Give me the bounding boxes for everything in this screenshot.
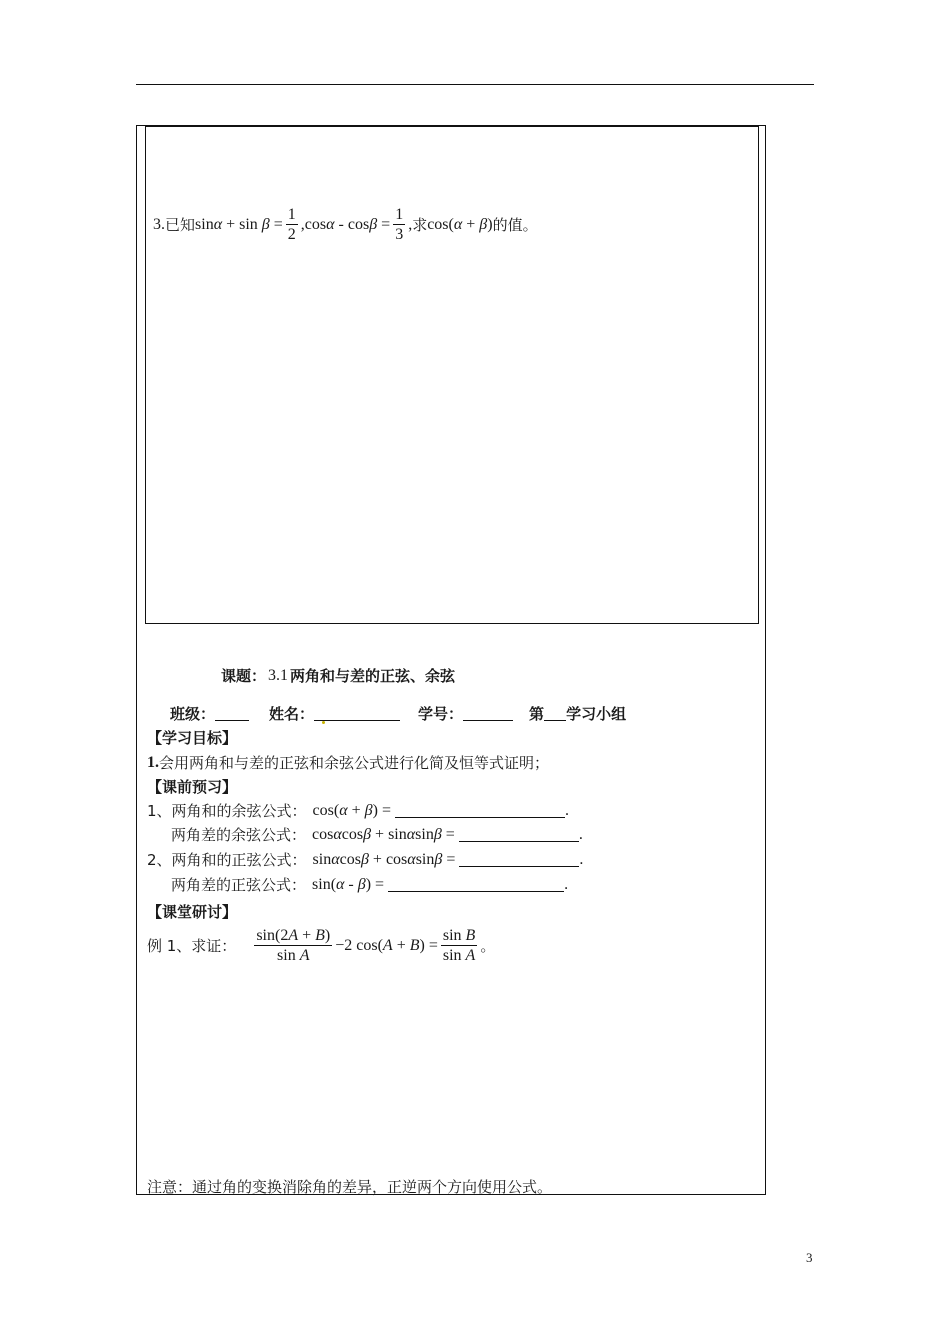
formula-cos-target: cos(α + β) (427, 215, 493, 233)
preview-item-1: 1、两角和的余弦公式： cos(α + β) = . (147, 801, 569, 820)
answer-blank-1[interactable] (395, 803, 565, 818)
example-1: 例 1、求证： $\frac{\sin(2A + B)}{\text{sin A}}$ −2 cos(A + B) = $\frac{\text{sin B}}{\text{sin A}}$ 。 (147, 927, 496, 964)
problem-lead: 已知 (165, 216, 196, 234)
problem-ask: 求 (412, 216, 428, 234)
note: 注意：通过角的变换消除角的差异，正逆两个方向使用公式。 (147, 1178, 553, 1196)
example-label: 例 1、求证： (147, 937, 237, 955)
goals-heading: 【学习目标】 (147, 729, 238, 747)
fraction-rhs: $\frac{\text{sin B}}{\text{sin A}}$ (442, 927, 476, 964)
answer-blank-4[interactable] (388, 877, 564, 892)
goal-1: 1. 会用两角和与差的正弦和余弦公式进行化简及恒等式证明； (147, 753, 550, 772)
problem-tail: 的值。 (492, 216, 538, 234)
fraction-third: $\frac{1}{3}$ (395, 206, 404, 243)
preview-item-2b: 两角差的正弦公式： sin(α - β) = . (171, 875, 569, 894)
class-label: 班级： (170, 705, 216, 723)
problem-3: 3. 已知 sinα + sin β = $\frac{1}{2}$ ,cosα - cosβ = $\frac{1}{3}$ , 求 cos(α + β) 的值。 (153, 206, 538, 243)
problem-number: 3. (153, 215, 165, 233)
lesson-title: 课题： 3.1 两角和与差的正弦、余弦 (221, 666, 456, 685)
name-label: 姓名： (269, 705, 315, 723)
fraction-half: $\frac{1}{2}$ (287, 206, 296, 243)
answer-blank-3[interactable] (459, 852, 579, 867)
group-blank[interactable] (544, 706, 566, 721)
problem-box (145, 126, 759, 624)
header-rule (136, 84, 814, 85)
name-blank[interactable] (314, 706, 400, 721)
id-label: 学号： (418, 705, 464, 723)
formula-sin-sum: sinα + sin β = (195, 215, 283, 233)
answer-blank-2[interactable] (459, 827, 579, 842)
formula-cos-diff: ,cosα - cosβ = (300, 215, 391, 233)
preview-item-1b: 两角差的余弦公式： cosαcosβ + sinαsinβ = . (171, 825, 583, 844)
class-blank[interactable] (215, 706, 249, 721)
classroom-heading: 【课堂研讨】 (147, 903, 238, 921)
group-post: 学习小组 (566, 705, 627, 723)
preview-item-2: 2、两角和的正弦公式： sinαcosβ + cosαsinβ = . (147, 850, 584, 869)
fraction-lhs: $\frac{\sin(2A + B)}{\text{sin A}}$ (256, 927, 331, 964)
group-pre: 第 (529, 705, 545, 723)
student-info (170, 703, 626, 724)
id-blank[interactable] (463, 706, 513, 721)
preview-heading: 【课前预习】 (147, 778, 238, 796)
page-number: 3 (806, 1250, 813, 1265)
